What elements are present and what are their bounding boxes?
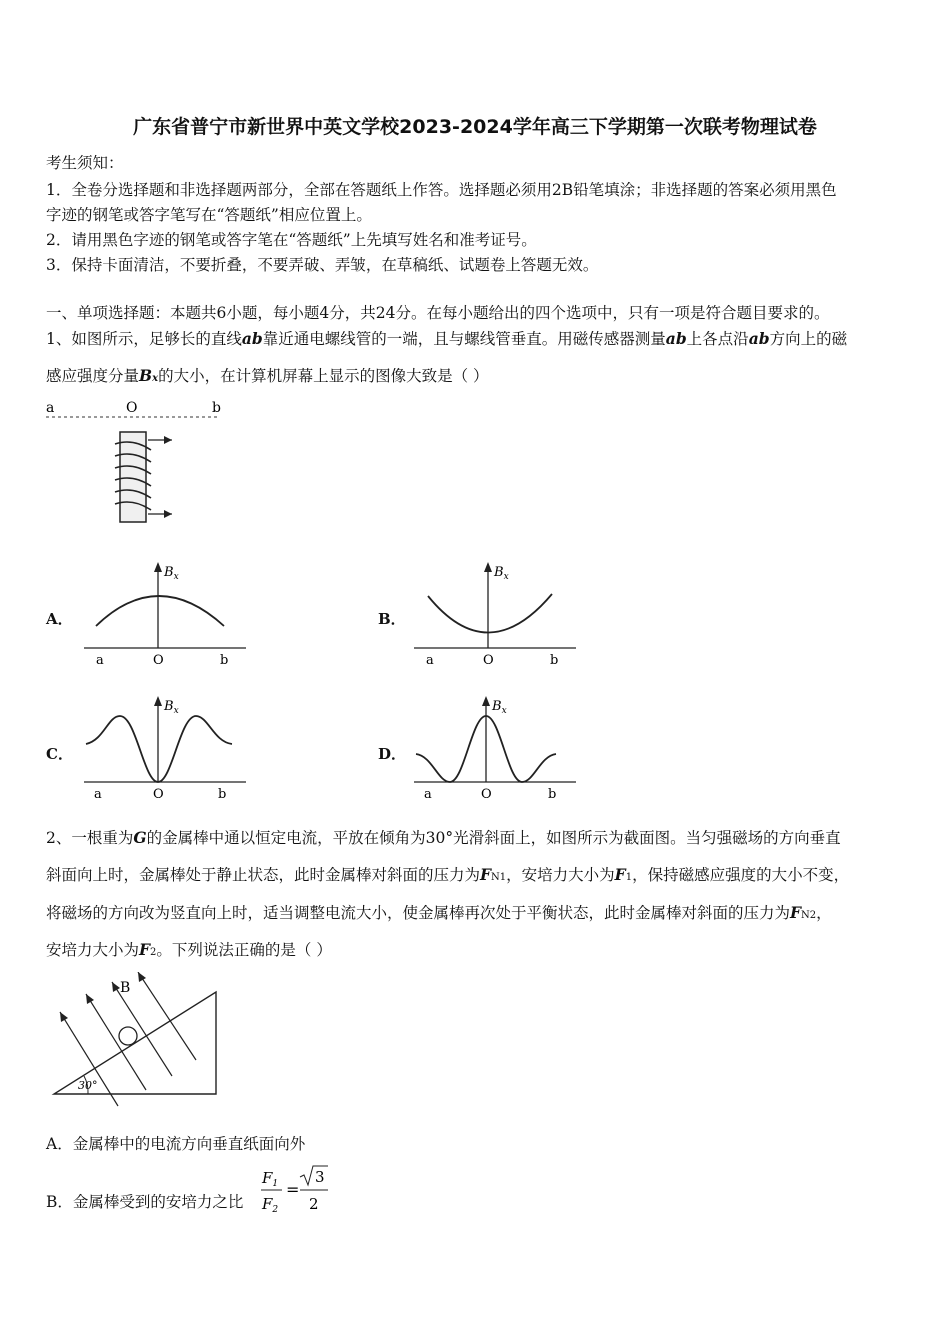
notice-item-3: 3．保持卡面清洁，不要折叠，不要弄破、弄皱，在草稿纸、试题卷上答题无效。 — [46, 256, 599, 274]
q1-graph-b-axis: B — [494, 565, 504, 580]
q1-bx: B — [139, 366, 153, 385]
q2-text-1b: 的金属棒中通以恒定电流，平放在倾角为30°光滑斜面上，如图所示为截面图。当匀强磁场的方向垂直 — [146, 829, 841, 847]
q1-line-2 — [46, 364, 489, 386]
incline-figure — [40, 972, 240, 1112]
q1-graph-b-axis-sub: x — [503, 572, 509, 582]
svg-text:F1 — [261, 1169, 278, 1189]
q1-option-c-label[interactable]: C． — [46, 745, 73, 763]
q2-fn2-sub: N2 — [801, 910, 817, 921]
svg-text:F2 — [261, 1195, 278, 1215]
q1-graph-b-tick-b: b — [550, 653, 559, 668]
q1-graph-a-axis-sub: x — [173, 572, 179, 582]
q1-graph-b-curve — [428, 594, 552, 633]
q1-graph-a-tick-o: O — [153, 653, 164, 668]
q1-ab-3: ab — [748, 329, 770, 348]
frac-num: F — [262, 1169, 273, 1187]
q1-text-1c: 上各点沿 — [686, 330, 749, 348]
current-out-arrow — [164, 510, 172, 518]
q1-graph-c-axis-sub: x — [173, 706, 179, 716]
q2-line-1 — [46, 826, 841, 848]
q2-fn1: F — [480, 865, 492, 884]
frac-equals: = — [286, 1180, 300, 1199]
current-in-arrow — [164, 436, 172, 444]
q1-graph-c-tick-b: b — [218, 787, 227, 802]
q1-option-b-label[interactable]: B． — [378, 610, 406, 628]
q1-text-1d: 方向上的磁 — [769, 330, 848, 348]
q2-option-a[interactable]: A．金属棒中的电流方向垂直纸面向外 — [46, 1135, 306, 1153]
svg-text:Bx — [493, 565, 509, 582]
svg-text:Bx — [163, 565, 179, 582]
q1-graph-c-tick-a: a — [94, 787, 102, 802]
q1-option-d-label[interactable]: D． — [378, 745, 407, 763]
q1-graph-a-tick-b: b — [220, 653, 229, 668]
notice-heading: 考生须知： — [46, 154, 124, 172]
angle-label: 30° — [78, 1079, 98, 1092]
q1-text-2b: 的大小，在计算机屏幕上显示的图像大致是（ ） — [158, 367, 489, 385]
q1-text-1a: 1、如图所示，足够长的直线 — [46, 330, 242, 348]
field-label-b: B — [120, 980, 131, 996]
q1-graph-c[interactable] — [80, 694, 250, 804]
exam-title: 广东省普宁市新世界中英文学校2023-2024学年高三下学期第一次联考物理试卷 — [133, 116, 817, 138]
q1-graph-a-tick-a: a — [96, 653, 104, 668]
q1-graph-a-curve — [96, 596, 224, 626]
q1-ab-2: ab — [665, 329, 687, 348]
frac-num-sub: 1 — [272, 1179, 279, 1189]
q2-text-2a: 斜面向上时，金属棒处于静止状态，此时金属棒对斜面的压力为 — [46, 866, 481, 884]
q2-text-3b: ， — [816, 904, 832, 922]
notice-item-2: 2．请用黑色字迹的钢笔或答字笔在“答题纸”上先填写姓名和准考证号。 — [46, 231, 537, 249]
q2-fn2: F — [790, 903, 802, 922]
q1-graph-d-tick-a: a — [424, 787, 432, 802]
q1-graph-d-tick-o: O — [481, 787, 492, 802]
q2-text-4b: 。下列说法正确的是（ ） — [156, 941, 332, 959]
q1-graph-c-tick-o: O — [153, 787, 164, 802]
q1-graph-c-axis: B — [164, 699, 174, 714]
sqrt-num: 3 — [315, 1168, 325, 1186]
metal-rod — [119, 1027, 137, 1045]
q1-graph-d[interactable] — [410, 694, 580, 804]
notice-item-1: 1．全卷分选择题和非选择题两部分，全部在答题纸上作答。选择题必须用2B铅笔填涂；非选择题的答案必须用黑色 — [46, 181, 837, 199]
q2-g: G — [133, 828, 147, 847]
q1-graph-b-tick-a: a — [426, 653, 434, 668]
q2-text-3a: 将磁场的方向改为竖直向上时，适当调整电流大小，使金属棒再次处于平衡状态，此时金属棒对斜面的压力为 — [46, 904, 791, 922]
frac-den-sub: 2 — [272, 1205, 279, 1215]
q2-f1-sub: 1 — [625, 872, 633, 883]
q1-graph-b-tick-o: O — [483, 653, 494, 668]
fig-label-b: b — [212, 400, 221, 416]
q2-text-1a: 2、一根重为 — [46, 829, 134, 847]
q1-graph-d-axis-sub: x — [501, 706, 507, 716]
q1-bx-sub: x — [152, 373, 159, 384]
q1-text-2a: 感应强度分量 — [46, 367, 140, 385]
svg-text:Bx — [163, 699, 179, 716]
q1-graph-a[interactable] — [80, 560, 250, 670]
frac-den-2: 2 — [309, 1195, 319, 1213]
fig-label-o: O — [126, 400, 138, 416]
q1-option-a-label[interactable]: A． — [46, 610, 73, 628]
q2-text-2c: ，保持磁感应强度的大小不变， — [632, 866, 850, 884]
q1-graph-d-axis: B — [492, 699, 502, 714]
section-1-heading: 一、单项选择题：本题共6小题，每小题4分，共24分。在每小题给出的四个选项中，只有一项是符合题目要求的。 — [46, 304, 830, 322]
q1-text-1b: 靠近通电螺线管的一端，且与螺线管垂直。用磁传感器测量 — [262, 330, 666, 348]
q1-ab-1: ab — [241, 329, 263, 348]
q2-f2: F — [139, 940, 151, 959]
q2-option-b[interactable] — [46, 1190, 243, 1212]
q1-graph-d-tick-b: b — [548, 787, 557, 802]
q2-f2-sub: 2 — [150, 947, 157, 958]
q2-text-2b: ，安培力大小为 — [506, 866, 615, 884]
q2-option-b-text: B．金属棒受到的安培力之比 — [46, 1193, 244, 1211]
notice-item-1-cont: 字迹的钢笔或答字笔写在“答题纸”相应位置上。 — [46, 206, 372, 224]
q2-line-4 — [46, 938, 332, 960]
q1-line-1 — [46, 327, 847, 349]
q1-graph-a-axis: B — [164, 565, 174, 580]
q2-line-3 — [46, 901, 832, 923]
q2-line-2 — [46, 863, 849, 885]
svg-text:Bx — [491, 699, 507, 716]
fig-label-a: a — [46, 400, 55, 416]
q2-text-4a: 安培力大小为 — [46, 941, 140, 959]
q2-option-b-formula — [258, 1163, 338, 1219]
q1-graph-b[interactable] — [410, 560, 580, 670]
solenoid-figure — [40, 396, 240, 531]
q2-fn1-sub: N1 — [491, 872, 507, 883]
q1-graph-c-curve — [86, 716, 232, 782]
frac-den: F — [262, 1195, 273, 1213]
q2-f1: F — [614, 865, 626, 884]
